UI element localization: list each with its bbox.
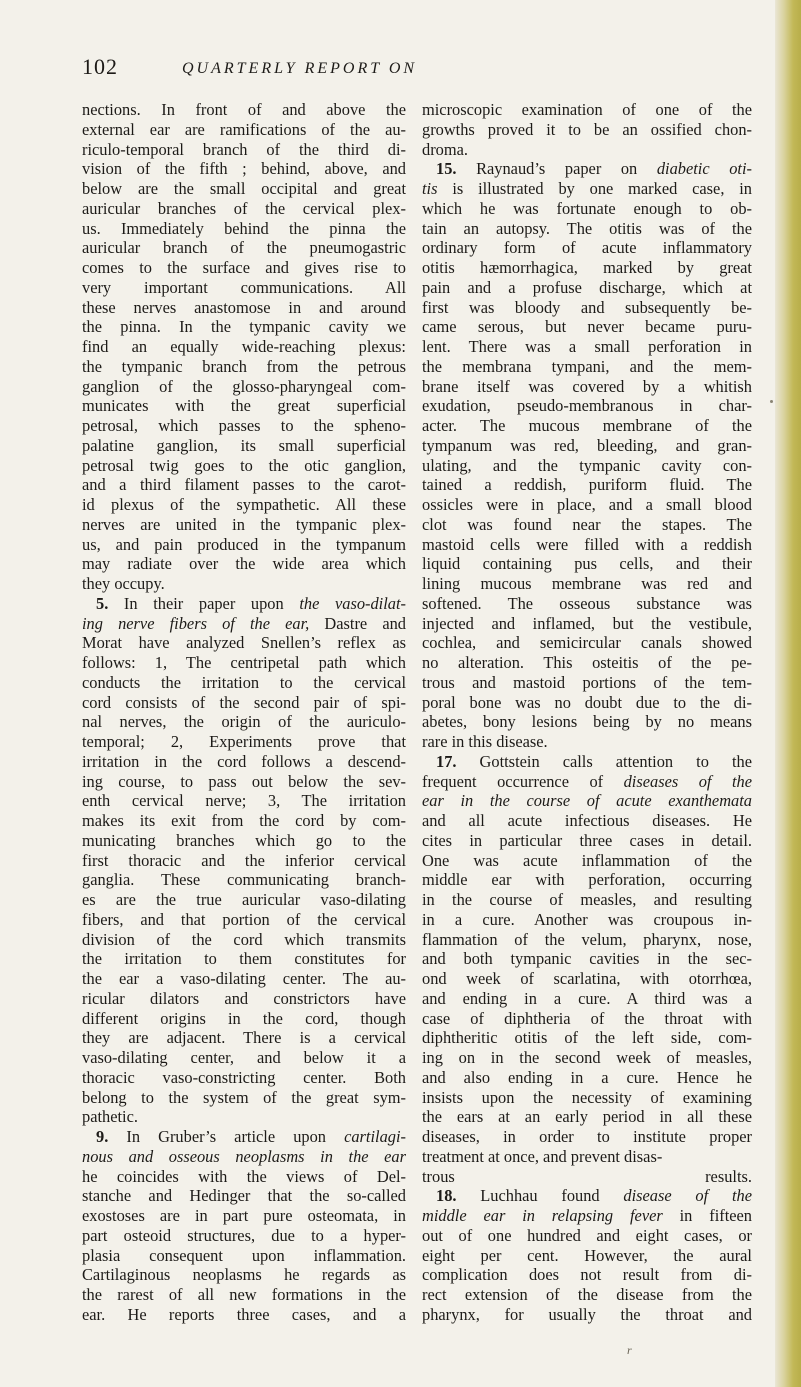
- text-line: fibers, and that portion of the cervical: [82, 909, 406, 929]
- text-line: treatment at once, and prevent disas-: [422, 1146, 663, 1166]
- text-line: ganglia. These communicating branch-: [82, 870, 406, 890]
- text-line: ulating, and the tympanic cavity con-: [422, 455, 752, 475]
- text-line: mastoid cells were filled with a reddish: [422, 534, 752, 554]
- text-line: lent. There was a small perforation in: [422, 337, 752, 356]
- text-line: division of the cord which transmits: [82, 929, 406, 949]
- text-line: ossicles were in place, and a small blood: [422, 495, 752, 514]
- text-line: thoracic vaso-constricting center. Both: [82, 1067, 406, 1087]
- text-line: and all acute infectious diseases. He: [422, 811, 752, 830]
- text-line: and a third filament passes to the carot-: [82, 475, 406, 495]
- page-edge-stain: [775, 0, 801, 1387]
- text-line: 17. Gottstein calls attention to the: [436, 751, 752, 771]
- text-line: the tympanic branch from the petrous: [82, 356, 406, 376]
- text-line: ing course, to pass out below the sev-: [82, 771, 406, 791]
- text-line: out of one hundred and eight cases, or: [422, 1225, 752, 1245]
- text-line: irritation in the cord follows a descend-: [82, 751, 406, 771]
- text-line: complication does not result from di-: [422, 1265, 752, 1285]
- text-line: rare in this disease.: [422, 732, 548, 751]
- text-line: 5. In their paper upon the vaso-dilat-: [96, 593, 406, 613]
- text-line: One was acute inflammation of the: [422, 850, 752, 870]
- text-line: which he was fortunate enough to ob-: [422, 198, 752, 218]
- text-line: tympanum was red, bleeding, and gran-: [422, 435, 752, 455]
- text-line: ing nerve fibers of the ear, Dastre and: [82, 613, 406, 633]
- text-line: in the course of measles, and resulting: [422, 890, 752, 909]
- text-line: and ending in a cure. A third was a: [422, 988, 752, 1008]
- text-line: cites in particular three cases in detail.: [422, 830, 752, 850]
- text-line: ing on in the second week of measles,: [422, 1048, 752, 1067]
- text-line: different origins in the cord, though: [82, 1008, 406, 1028]
- text-line: the ears at an early period in all these: [422, 1107, 752, 1127]
- footer-mark: r: [627, 1343, 632, 1357]
- text-line: the irritation to them constitutes for: [82, 949, 406, 969]
- text-line: petrosal twig goes to the otic ganglion,: [82, 455, 406, 475]
- text-line: part osteoid structures, due to a hyper-: [82, 1225, 406, 1245]
- text-line: rect extension of the disease from the: [422, 1285, 752, 1304]
- text-line: in a cure. Another was croupous in-: [422, 909, 752, 929]
- text-line: middle ear with perforation, occurring: [422, 870, 752, 890]
- text-line: auricular branches of the cervical plex-: [82, 198, 406, 218]
- text-line: droma.: [422, 139, 468, 159]
- text-line: these nerves anastomose in and around: [82, 297, 406, 317]
- text-line: microscopic examination of one of the: [422, 100, 752, 119]
- text-line: cord consists of the second pair of spi-: [82, 692, 406, 712]
- text-line: tained a reddish, puriform fluid. The: [422, 475, 752, 495]
- text-line: case of diphtheria of the throat with: [422, 1008, 752, 1028]
- text-line: find an equally wide-reaching plexus:: [82, 337, 406, 356]
- text-line: petrosal, which passes to the spheno-: [82, 416, 406, 435]
- text-line: nections. In front of and above the: [82, 100, 406, 119]
- text-line: the membrana tympani, and the mem-: [422, 356, 752, 376]
- text-line: ganglion of the glosso-pharyngeal com-: [82, 376, 406, 396]
- text-line: softened. The osseous substance was: [422, 593, 752, 613]
- text-line: comes to the surface and gives rise to: [82, 258, 406, 277]
- text-line: brane itself was covered by a whitish: [422, 376, 752, 396]
- left-text-column: [82, 100, 406, 1325]
- text-line: liquid containing pus cells, and their: [422, 554, 752, 574]
- page-number: 102: [82, 54, 118, 79]
- text-line: exudation, pseudo-membranous in char-: [422, 396, 752, 416]
- text-line: nal nerves, the origin of the auriculo-: [82, 712, 406, 732]
- text-line: conducts the irritation to the cervical: [82, 672, 406, 692]
- text-line: municating branches which go to the: [82, 830, 406, 850]
- text-line: vaso-dilating center, and below it a: [82, 1048, 406, 1067]
- text-line: ricular dilators and constrictors have: [82, 988, 406, 1008]
- text-line: the rarest of all new formations in the: [82, 1285, 406, 1304]
- text-line: trous and mastoid portions of the tem-: [422, 672, 752, 692]
- text-line: and both tympanic cavities in the sec-: [422, 949, 752, 969]
- text-line: acter. The mucous membrane of the: [422, 416, 752, 435]
- text-line: external ear are ramifications of the au-: [82, 119, 406, 139]
- text-line: very important communications. All: [82, 277, 406, 297]
- text-line: first thoracic and the inferior cervical: [82, 850, 406, 870]
- text-line: 18. Luchhau found disease of the: [436, 1186, 752, 1206]
- text-line: Cartilaginous neoplasms he regards as: [82, 1265, 406, 1285]
- text-line: us. Immediately behind the pinna the: [82, 218, 406, 238]
- text-line: riculo-temporal branch of the third di-: [82, 139, 406, 159]
- text-line: no alteration. This osteitis of the pe-: [422, 653, 752, 672]
- right-text-column: [422, 100, 752, 1325]
- text-line: flammation of the velum, pharynx, nose,: [422, 929, 752, 949]
- text-line: ear in the course of acute exanthemata: [422, 791, 752, 811]
- text-line: Morat have analyzed Snellen’s reflex as: [82, 633, 406, 653]
- text-line: pharynx, for usually the throat and: [422, 1304, 752, 1324]
- text-line: middle ear in relapsing fever in fifteen: [422, 1206, 752, 1225]
- text-line: trous results.: [422, 1166, 752, 1186]
- text-line: auricular branch of the pneumogastric: [82, 238, 406, 258]
- text-line: 15. Raynaud’s paper on diabetic oti-: [436, 159, 752, 179]
- text-line: es are the true auricular vaso-dilating: [82, 890, 406, 909]
- speck: [770, 400, 773, 403]
- text-line: ear. He reports three cases, and a: [82, 1304, 406, 1324]
- text-line: eight per cent. However, the aural: [422, 1245, 752, 1265]
- text-line: abetes, bony lesions being by no means: [422, 712, 752, 732]
- text-line: the pinna. In the tympanic cavity we: [82, 317, 406, 337]
- text-line: id plexus of the sympathetic. All these: [82, 495, 406, 514]
- text-line: diseases, in order to institute proper: [422, 1127, 752, 1146]
- text-line: and also ending in a cure. Hence he: [422, 1067, 752, 1087]
- text-line: pathetic.: [82, 1107, 138, 1127]
- text-line: exostoses are in part pure osteomata, in: [82, 1206, 406, 1225]
- text-line: makes its exit from the cord by com-: [82, 811, 406, 830]
- text-line: palatine ganglion, its small superficial: [82, 435, 406, 455]
- text-line: came serous, but never became puru-: [422, 317, 752, 337]
- text-line: poral bone was no doubt due to the di-: [422, 692, 752, 712]
- text-line: diphtheritic otitis of the left side, com-: [422, 1028, 752, 1048]
- text-line: they are adjacent. There is a cervical: [82, 1028, 406, 1048]
- text-line: first was bloody and subsequently be-: [422, 297, 752, 317]
- text-line: temporal; 2, Experiments prove that: [82, 732, 406, 751]
- text-line: vision of the fifth ; behind, above, and: [82, 159, 406, 179]
- text-line: municates with the great superficial: [82, 396, 406, 416]
- text-line: us, and pain produced in the tympanum: [82, 534, 406, 554]
- text-line: enth cervical nerve; 3, The irritation: [82, 791, 406, 811]
- text-line: ordinary form of acute inflammatory: [422, 238, 752, 258]
- text-line: they occupy.: [82, 574, 165, 593]
- text-line: otitis hæmorrhagica, marked by great: [422, 258, 752, 277]
- text-line: follows: 1, The centripetal path which: [82, 653, 406, 672]
- text-line: belong to the system of the great sym-: [82, 1087, 406, 1107]
- text-line: tain an autopsy. The otitis was of the: [422, 218, 752, 238]
- text-line: ond week of scarlatina, with otorrhœa,: [422, 969, 752, 988]
- text-line: cochlea, and semicircular canals showed: [422, 633, 752, 653]
- text-line: below are the small occipital and great: [82, 179, 406, 198]
- text-line: growths proved it to be an ossified chon-: [422, 119, 752, 139]
- text-line: tis is illustrated by one marked case, in: [422, 179, 752, 198]
- text-line: may radiate over the wide area which: [82, 554, 406, 574]
- text-line: pain and a profuse discharge, which at: [422, 277, 752, 297]
- page-header: [82, 30, 702, 80]
- text-line: nous and osseous neoplasms in the ear: [82, 1146, 406, 1166]
- text-line: frequent occurrence of diseases of the: [422, 771, 752, 791]
- text-line: 9. In Gruber’s article upon cartilagi-: [96, 1127, 406, 1146]
- text-line: stanche and Hedinger that the so-called: [82, 1186, 406, 1206]
- text-line: he coincides with the views of Del-: [82, 1166, 406, 1186]
- text-line: clot was found near the stapes. The: [422, 514, 752, 534]
- text-line: the ear a vaso-dilating center. The au-: [82, 969, 406, 988]
- text-line: injected and inflamed, but the vestibule,: [422, 613, 752, 633]
- text-line: nerves are united in the tympanic plex-: [82, 514, 406, 534]
- text-line: plasia consequent upon inflammation.: [82, 1245, 406, 1265]
- text-line: insists upon the necessity of examining: [422, 1087, 752, 1107]
- text-line: lining mucous membrane was red and: [422, 574, 752, 593]
- running-title: QUARTERLY REPORT ON: [182, 60, 418, 77]
